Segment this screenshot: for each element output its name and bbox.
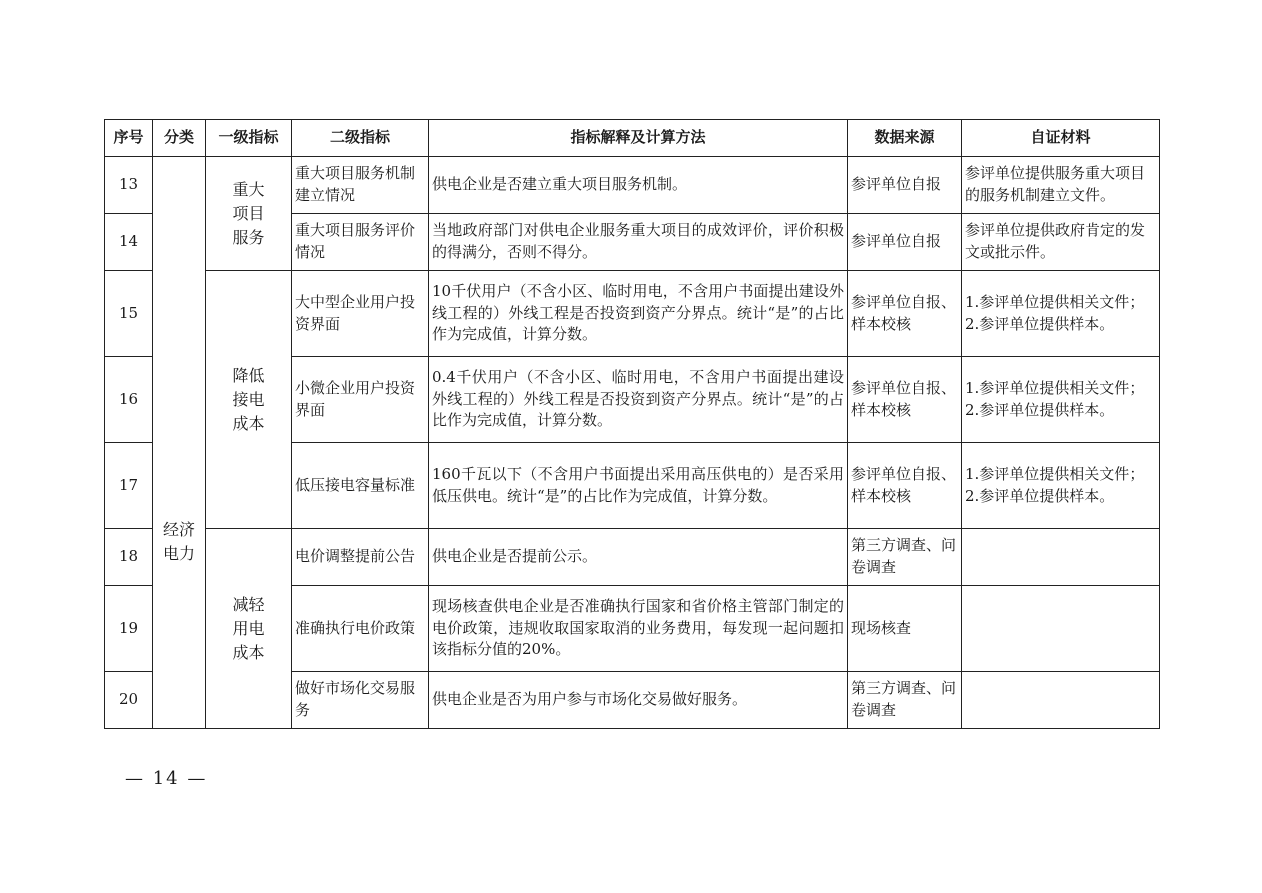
row-level2: 低压接电容量标准	[292, 443, 429, 529]
row-source: 第三方调查、问卷调查	[848, 529, 962, 586]
indicator-table	[104, 119, 1160, 729]
row-level2: 做好市场化交易服务	[292, 672, 429, 729]
level1-cell-connection-cost	[206, 271, 292, 529]
row-level2: 大中型企业用户投资界面	[292, 271, 429, 357]
row-explanation: 10千伏用户（不含小区、临时用电，不含用户书面提出建设外线工程的）外线工程是否投资到资产分界点。统计“是”的占比作为完成值，计算分数。	[429, 271, 848, 357]
table-row	[105, 157, 1160, 214]
page-number: — 14 —	[125, 768, 208, 789]
level1-cell-major-project	[206, 157, 292, 271]
row-source: 现场核查	[848, 586, 962, 672]
level1-label: 重大项目服务	[232, 179, 265, 247]
row-source: 第三方调查、问卷调查	[848, 672, 962, 729]
row-seq: 19	[105, 586, 153, 672]
row-level2: 电价调整提前公告	[292, 529, 429, 586]
row-seq: 18	[105, 529, 153, 586]
header-level2: 二级指标	[292, 120, 429, 157]
row-seq: 14	[105, 214, 153, 271]
row-level2: 重大项目服务机制建立情况	[292, 157, 429, 214]
row-material: 参评单位提供政府肯定的发文或批示件。	[962, 214, 1160, 271]
row-level2: 小微企业用户投资界面	[292, 357, 429, 443]
row-material: 1.参评单位提供相关文件；2.参评单位提供样本。	[962, 443, 1160, 529]
row-source: 参评单位自报	[848, 157, 962, 214]
row-seq: 15	[105, 271, 153, 357]
row-explanation: 160千瓦以下（不含用户书面提出采用高压供电的）是否采用低压供电。统计“是”的占比作为完成值，计算分数。	[429, 443, 848, 529]
level1-label: 降低接电成本	[232, 365, 265, 433]
row-seq: 20	[105, 672, 153, 729]
table-row	[105, 529, 1160, 586]
row-explanation: 当地政府部门对供电企业服务重大项目的成效评价，评价积极的得满分，否则不得分。	[429, 214, 848, 271]
row-seq: 17	[105, 443, 153, 529]
row-source: 参评单位自报、样本校核	[848, 357, 962, 443]
header-category: 分类	[153, 120, 206, 157]
row-source: 参评单位自报、样本校核	[848, 271, 962, 357]
category-label: 经济电力	[162, 519, 195, 563]
level1-label: 减轻用电成本	[232, 594, 265, 662]
row-material: 1.参评单位提供相关文件；2.参评单位提供样本。	[962, 271, 1160, 357]
row-source: 参评单位自报	[848, 214, 962, 271]
row-explanation: 0.4千伏用户（不含小区、临时用电，不含用户书面提出建设外线工程的）外线工程是否投资到资产分界点。统计“是”的占比作为完成值，计算分数。	[429, 357, 848, 443]
header-source: 数据来源	[848, 120, 962, 157]
row-explanation: 供电企业是否提前公示。	[429, 529, 848, 586]
row-explanation: 供电企业是否为用户参与市场化交易做好服务。	[429, 672, 848, 729]
table-row	[105, 271, 1160, 357]
header-seq: 序号	[105, 120, 153, 157]
row-material	[962, 672, 1160, 729]
header-material: 自证材料	[962, 120, 1160, 157]
row-source: 参评单位自报、样本校核	[848, 443, 962, 529]
header-level1: 一级指标	[206, 120, 292, 157]
row-seq: 16	[105, 357, 153, 443]
row-material	[962, 529, 1160, 586]
row-material: 参评单位提供服务重大项目的服务机制建立文件。	[962, 157, 1160, 214]
category-cell	[153, 157, 206, 729]
row-level2: 准确执行电价政策	[292, 586, 429, 672]
level1-cell-usage-cost	[206, 529, 292, 729]
row-level2: 重大项目服务评价情况	[292, 214, 429, 271]
table-header-row	[105, 120, 1160, 157]
row-seq: 13	[105, 157, 153, 214]
header-explanation: 指标解释及计算方法	[429, 120, 848, 157]
row-explanation: 供电企业是否建立重大项目服务机制。	[429, 157, 848, 214]
row-explanation: 现场核查供电企业是否准确执行国家和省价格主管部门制定的电价政策，违规收取国家取消的业务费用，每发现一起问题扣该指标分值的20%。	[429, 586, 848, 672]
row-material	[962, 586, 1160, 672]
row-material: 1.参评单位提供相关文件；2.参评单位提供样本。	[962, 357, 1160, 443]
